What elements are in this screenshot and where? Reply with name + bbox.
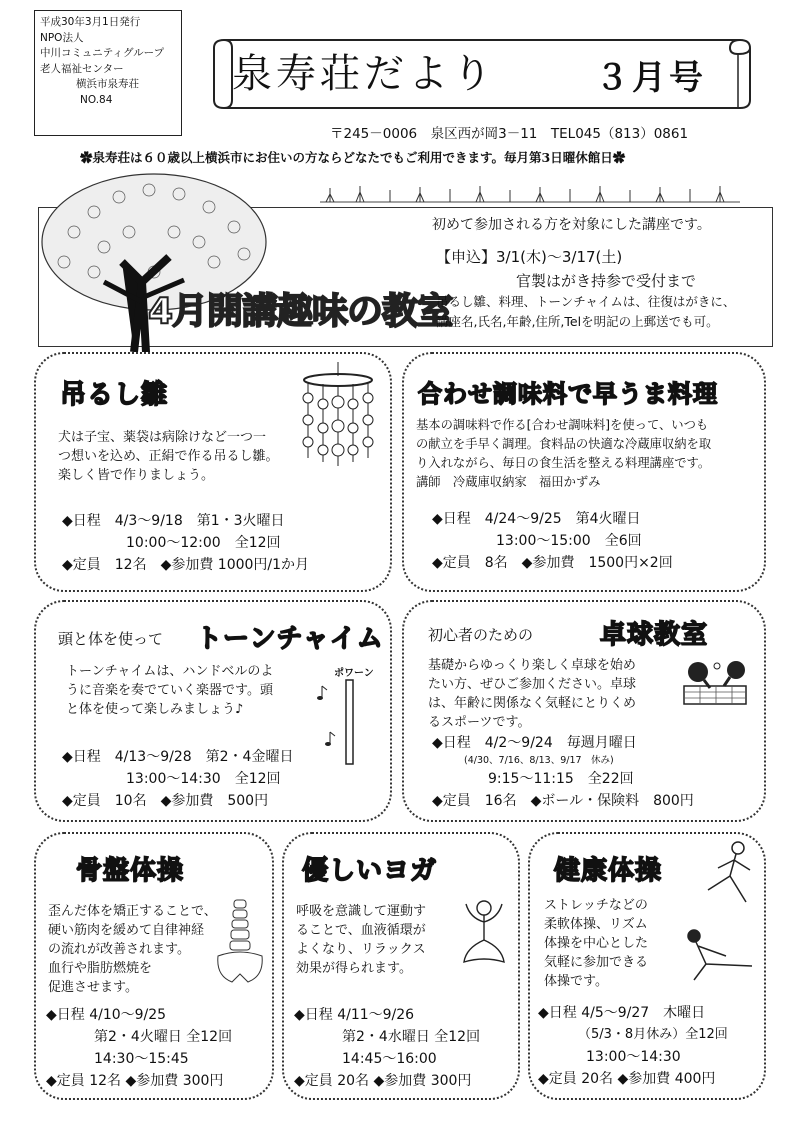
- schedule-days: 第2・4火曜日 全12回: [94, 1029, 233, 1045]
- desc-line: の流れが改善されます。: [48, 942, 190, 957]
- capacity-fee: ◆定員 16名 ◆ボール・保険料 800円: [432, 793, 694, 809]
- desc-line: たい方、ぜひご参加ください。卓球: [428, 677, 637, 692]
- schedule-tonechime: [62, 746, 293, 812]
- schedule-yoga: [294, 1004, 480, 1092]
- apply-period: 【申込】3/1(木)～3/17(土): [436, 248, 623, 266]
- desc-line: 体操を中心とした: [544, 936, 649, 951]
- chime-sound-text: ポワーン: [334, 668, 374, 679]
- class-desc-yoga: [296, 902, 426, 978]
- publisher-box: [34, 10, 182, 136]
- schedule-tabletennis: [432, 732, 694, 812]
- desc-line: 犬は子宝、薬袋は病除けなど一つ一: [58, 430, 267, 445]
- notice: ✿泉寿荘は６０歳以上横浜市にお住いの方ならどなたでもご利用できます。毎月第3日曜休館日✿: [80, 150, 626, 165]
- schedule-line: ◆日程 4/10～9/25: [46, 1007, 167, 1023]
- class-desc-health: [544, 896, 648, 991]
- desc-line: 基本の調味料で作る[合わせ調味料]を使って、いつも: [416, 418, 709, 432]
- class-card-tonechime: [34, 600, 392, 822]
- schedule-time: 14:45～16:00: [342, 1051, 437, 1067]
- desc-line: 呼吸を意識して運動す: [296, 904, 427, 919]
- class-title-cooking: 合わせ調味料で早うま料理: [418, 380, 718, 408]
- issue-label: ３月号: [595, 58, 706, 98]
- schedule-time: 13:00～15:00 全6回: [496, 533, 642, 549]
- apply-note-line1: 吊るし雛、料理、トーンチャイムは、往復はがきに、: [436, 294, 736, 309]
- capacity-fee: ◆定員 8名 ◆参加費 1500円×2回: [432, 555, 673, 571]
- class-sub-tonechime: 頭と体を使って: [58, 630, 164, 648]
- schedule-line: ◆日程 4/3～9/18 第1・3火曜日: [62, 513, 285, 529]
- desc-line: 講師 冷蔵庫収納家 福田かずみ: [416, 475, 601, 489]
- grass-decoration: [320, 178, 740, 204]
- schedule-cooking: [432, 508, 673, 574]
- facility-name: 横浜市泉寿荘: [76, 78, 139, 90]
- class-sub-tabletennis: 初心者のための: [428, 626, 534, 644]
- class-title-tonechime: トーンチャイム: [196, 624, 384, 654]
- desc-line: 硬い筋肉を緩めて自律神経: [48, 923, 205, 938]
- newsletter-title: 泉寿荘だより: [232, 51, 496, 97]
- apply-note: [436, 292, 735, 332]
- desc-line: 歪んだ体を矯正することで、: [48, 904, 217, 919]
- schedule-line: ◆日程 4/13～9/28 第2・4金曜日: [62, 749, 294, 765]
- desc-line: 体操です。: [544, 974, 608, 989]
- desc-line: 楽しく皆で作りましょう。: [58, 468, 215, 483]
- address: 〒245－0006 泉区西が岡3－11 TEL045（813）0861: [330, 126, 689, 142]
- org-type: NPO法人: [40, 31, 84, 44]
- class-card-health: [528, 832, 766, 1100]
- desc-line: るスポーツです。: [428, 715, 531, 730]
- desc-line: の献立を手早く調理。食料品の快適な冷蔵庫収納を取: [416, 437, 712, 451]
- stretching-person-icon: [694, 838, 764, 908]
- desc-line: は、年齢に関係なく気軽にとりくめ: [428, 696, 637, 711]
- schedule-health: [538, 1002, 728, 1090]
- yoga-pose-icon: [454, 896, 514, 970]
- class-title-pelvis: 骨盤体操: [76, 856, 185, 886]
- class-card-yoga: [282, 832, 520, 1100]
- schedule-time: 9:15～11:15 全22回: [488, 771, 634, 787]
- desc-line: つ想いを込め、正絹で作る吊るし雛。: [58, 449, 279, 464]
- desc-line: と体を使って楽しみましょう♪: [66, 702, 244, 717]
- class-desc-tabletennis: [428, 656, 636, 732]
- schedule-time: 14:30～15:45: [94, 1051, 189, 1067]
- lecture-intro: 初めて参加される方を対象にした講座です。: [432, 217, 711, 233]
- desc-line: 血行や脂肪燃焼を: [48, 961, 153, 976]
- schedule-days: （5/3・8月休み）全12回: [578, 1027, 728, 1042]
- spine-pelvis-icon: [214, 896, 266, 986]
- hanging-ornament-icon: [298, 362, 378, 472]
- desc-line: り入れながら、毎日の食生活を整える料理講座です。: [416, 456, 711, 470]
- schedule-line: ◆日程 4/11～9/26: [294, 1007, 415, 1023]
- class-title-tsurushi: 吊るし雛: [60, 380, 169, 410]
- schedule-tsurushi: [62, 510, 309, 576]
- class-desc-tsurushi: [58, 428, 278, 485]
- schedule-line: ◆日程 4/24～9/25 第4火曜日: [432, 511, 641, 527]
- center-name: 老人福祉センター: [40, 62, 124, 75]
- desc-line: よくなり、リラックス: [296, 942, 426, 957]
- class-card-tabletennis: [402, 600, 766, 822]
- capacity-fee: ◆定員 20名 ◆参加費 300円: [294, 1073, 472, 1089]
- schedule-line: ◆日程 4/2～9/24 毎週月曜日: [432, 735, 637, 751]
- ping-pong-icon: [680, 658, 750, 708]
- apply-method: 官製はがき持参で受付まで: [516, 272, 697, 290]
- holiday-note: (4/30、7/16、8/13、9/17 休み): [464, 755, 614, 766]
- desc-line: ることで、血液循環が: [296, 923, 426, 938]
- desc-line: トーンチャイムは、ハンドベルのよ: [66, 664, 274, 679]
- class-desc-pelvis: [48, 902, 217, 997]
- capacity-fee: ◆定員 20名 ◆参加費 400円: [538, 1071, 716, 1087]
- class-title-health: 健康体操: [554, 856, 663, 886]
- desc-line: ストレッチなどの: [544, 898, 648, 913]
- class-desc-cooking: [416, 416, 711, 492]
- schedule-time: 13:00～14:30: [586, 1049, 681, 1065]
- lecture-banner: 4月開講趣味の教室: [148, 291, 453, 332]
- class-desc-tonechime: [66, 662, 273, 719]
- floor-stretch-icon: [670, 924, 762, 986]
- issue-number: NO.84: [80, 93, 113, 106]
- tone-chime-icon: [316, 676, 376, 766]
- schedule-days: 第2・4水曜日 全12回: [342, 1029, 481, 1045]
- class-title-tabletennis: 卓球教室: [600, 620, 709, 650]
- desc-line: 気軽に参加できる: [544, 955, 649, 970]
- schedule-time: 13:00～14:30 全12回: [126, 771, 281, 787]
- class-card-pelvis: [34, 832, 274, 1100]
- publish-date: 平成30年3月1日発行: [40, 16, 141, 28]
- desc-line: 基礎からゆっくり楽しく卓球を始め: [428, 658, 636, 673]
- desc-line: 柔軟体操、リズム: [544, 917, 648, 932]
- capacity-fee: ◆定員 12名 ◆参加費 1000円/1か月: [62, 557, 310, 573]
- schedule-time: 10:00～12:00 全12回: [126, 535, 281, 551]
- apply-note-line2: 講座名,氏名,年齢,住所,Telを明記の上郵送でも可。: [436, 314, 719, 329]
- schedule-pelvis: [46, 1004, 232, 1092]
- class-card-tsurushi: [34, 352, 392, 592]
- desc-line: 効果が得られます。: [296, 961, 412, 976]
- schedule-line: ◆日程 4/5～9/27 木曜日: [538, 1005, 706, 1021]
- class-title-yoga: 優しいヨガ: [302, 856, 438, 886]
- capacity-fee: ◆定員 10名 ◆参加費 500円: [62, 793, 269, 809]
- desc-line: うに音楽を奏でていく楽器です。頭: [66, 683, 273, 698]
- class-card-cooking: [402, 352, 766, 592]
- desc-line: 促進させます。: [48, 980, 138, 995]
- capacity-fee: ◆定員 12名 ◆参加費 300円: [46, 1073, 224, 1089]
- org-name: 中川コミュニティグループ: [40, 47, 165, 59]
